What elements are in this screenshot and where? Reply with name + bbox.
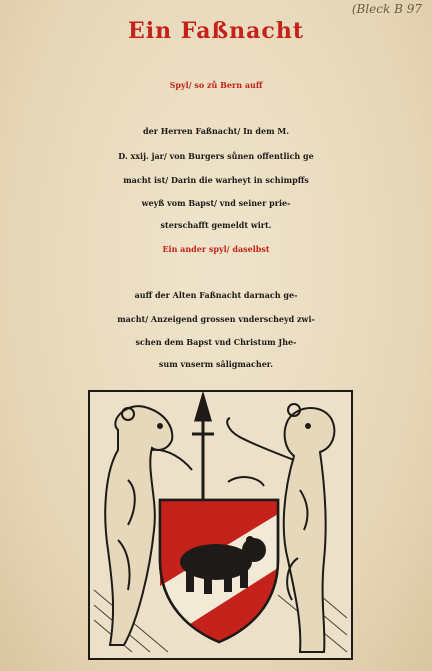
body2-line-2: macht/ Anzeigend grossen vnderscheyd zwi- <box>117 314 315 324</box>
body1-line-2: D. xxij. jar/ von Burgers sůnen offentlich ge <box>118 151 314 161</box>
subtitle: Ein ander spyl/ daselbst <box>162 244 270 254</box>
body1-line-3: macht ist/ Darin die warheyt in schimpffs <box>123 175 309 185</box>
title-line-1: Ein Faßnacht <box>128 18 304 44</box>
body2-line-4: sum vnserm sâligmacher. <box>158 359 274 369</box>
shelfmark-annotation: (Bleck B 97 <box>351 2 422 16</box>
body2-line-3: schen dem Bapst vnd Christum Jhe- <box>135 337 297 347</box>
body1-line-1: der Herren Faßnacht/ In dem M. <box>143 126 289 136</box>
body2-line-1: auff der Alten Faßnacht darnach ge- <box>134 290 298 300</box>
body1-line-5: sterschafft gemeldt wirt. <box>160 220 272 230</box>
bern-coat-of-arms-woodcut <box>88 390 353 660</box>
title-line-2: Spyl/ so zů Bern auff <box>169 80 263 90</box>
body1-line-4: weyß vom Bapst/ vnd seiner prie- <box>141 198 291 208</box>
